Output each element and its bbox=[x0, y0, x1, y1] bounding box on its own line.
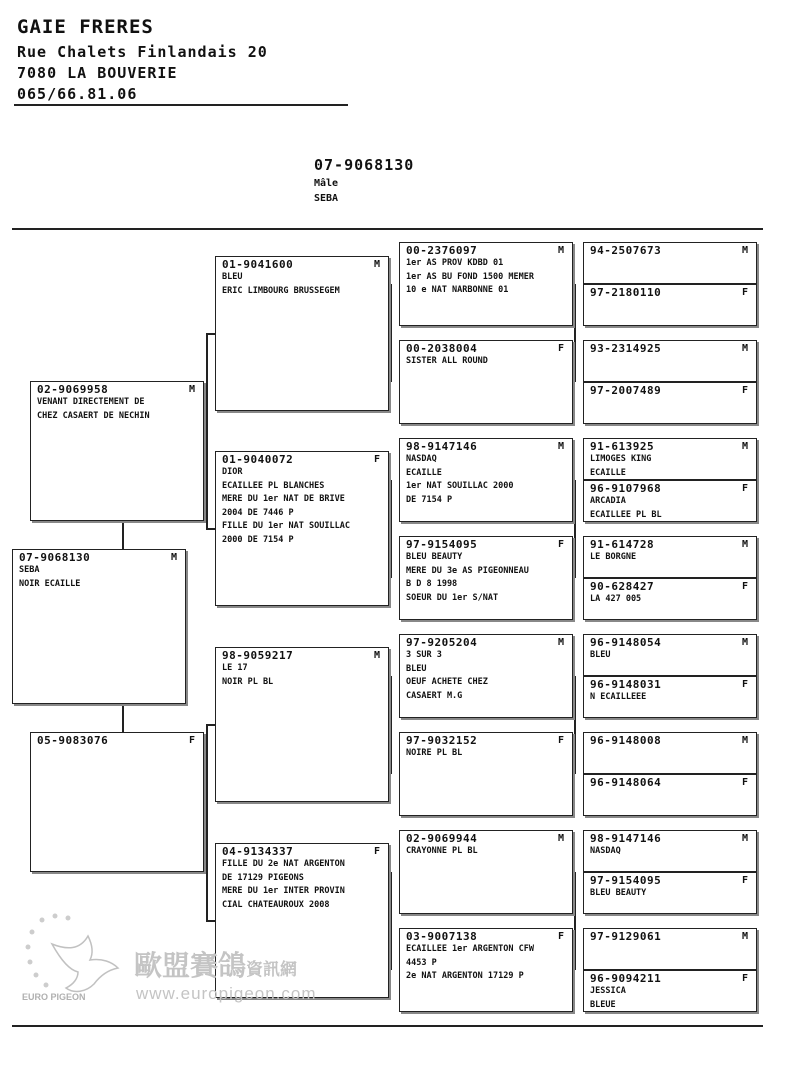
pigeon-header bbox=[584, 635, 756, 649]
pigeon-header bbox=[584, 733, 756, 747]
pigeon-header bbox=[216, 452, 388, 466]
pigeon-notes bbox=[584, 985, 756, 1012]
pigeon-card-gggp-9 bbox=[583, 634, 757, 676]
pigeon-sex: M bbox=[557, 637, 564, 648]
pigeon-header bbox=[584, 677, 756, 691]
pigeon-ring-number: 03-9007138 bbox=[406, 930, 478, 943]
pigeon-ring-number: 96-9148031 bbox=[590, 678, 662, 691]
pigeon-sex: F bbox=[741, 875, 748, 886]
pigeon-sex: M bbox=[557, 833, 564, 844]
subject-block bbox=[314, 156, 414, 204]
pigeon-notes bbox=[216, 858, 388, 912]
pigeon-card-gggp-8 bbox=[583, 578, 757, 620]
pigeon-note-line: LE BORGNE bbox=[590, 552, 637, 562]
pigeon-sex: M bbox=[557, 245, 564, 256]
pigeon-notes bbox=[584, 845, 756, 859]
pigeon-note-line: 2e NAT ARGENTON 17129 P bbox=[406, 971, 524, 981]
bottom-divider bbox=[12, 1025, 763, 1027]
pigeon-sex: M bbox=[741, 245, 748, 256]
pigeon-note-line: MERE DU 1er NAT DE BRIVE bbox=[222, 494, 345, 504]
pigeon-ring-number: 07-9068130 bbox=[19, 551, 91, 564]
pigeon-card-gggp-2 bbox=[583, 284, 757, 326]
pigeon-card-ggp-1 bbox=[399, 242, 573, 326]
pigeon-note-line: DIOR bbox=[222, 467, 243, 477]
pigeon-note-line: LE 17 bbox=[222, 663, 248, 673]
pigeon-ring-number: 97-2007489 bbox=[590, 384, 662, 397]
europigeon-watermark bbox=[22, 910, 372, 1020]
pigeon-note-line: DE 7154 P bbox=[406, 494, 453, 505]
pigeon-ring-number: 97-9129061 bbox=[590, 930, 662, 943]
pigeon-header bbox=[584, 971, 756, 985]
pigeon-card-ggp-7 bbox=[399, 830, 573, 914]
connector bbox=[206, 724, 208, 920]
pigeon-card-gggp-1 bbox=[583, 242, 757, 284]
breeder-address: Rue Chalets Finlandais 20 bbox=[17, 43, 268, 61]
pigeon-note-line: 2000 DE 7154 P bbox=[222, 534, 294, 545]
pigeon-note-line: DE 17129 PIGEONS bbox=[222, 872, 304, 883]
pigeon-sex: F bbox=[557, 343, 564, 354]
pigeon-note-line: BLEUE bbox=[590, 999, 616, 1010]
pigeon-note-line: BLEU bbox=[406, 663, 427, 674]
pigeon-ring-number: 90-628427 bbox=[590, 580, 655, 593]
pigeon-ring-number: 00-2038004 bbox=[406, 342, 478, 355]
pigeon-header bbox=[584, 383, 756, 397]
pigeon-header bbox=[400, 831, 572, 845]
pigeon-notes bbox=[584, 593, 756, 607]
pigeon-card-ggp-4 bbox=[399, 536, 573, 620]
pigeon-note-line: N ECAILLEEE bbox=[590, 692, 647, 702]
pigeon-note-line: NOIRE PL BL bbox=[406, 748, 463, 758]
pigeon-card-sire-sire bbox=[215, 256, 389, 411]
pigeon-ring-number: 96-9148064 bbox=[590, 776, 662, 789]
pigeon-card-gggp-12 bbox=[583, 774, 757, 816]
pigeon-sex: F bbox=[741, 385, 748, 396]
pigeon-ring-number: 96-9094211 bbox=[590, 972, 662, 985]
pigeon-header bbox=[216, 257, 388, 271]
pigeon-note-line: ECAILLEE 1er ARGENTON CFW bbox=[406, 944, 534, 954]
subject-name: SEBA bbox=[314, 193, 339, 204]
pigeon-note-line: BLEU BEAUTY bbox=[406, 552, 463, 562]
watermark-chinese bbox=[134, 944, 297, 984]
pigeon-notes bbox=[400, 747, 572, 761]
pigeon-sex: M bbox=[373, 259, 380, 270]
pigeon-header bbox=[31, 382, 203, 396]
pigeon-notes bbox=[400, 649, 572, 703]
pigeon-notes bbox=[400, 845, 572, 859]
subject-sex: Mâle bbox=[314, 178, 339, 189]
pigeon-notes bbox=[400, 943, 572, 984]
pigeon-note-line: NOIR PL BL bbox=[222, 676, 274, 687]
pigeon-header bbox=[216, 844, 388, 858]
pigeon-header bbox=[13, 550, 185, 564]
pigeon-header bbox=[400, 341, 572, 355]
pigeon-note-line: CASAERT M.G bbox=[406, 690, 463, 701]
pigeon-notes bbox=[216, 466, 388, 547]
pigeon-ring-number: 97-9154095 bbox=[590, 874, 662, 887]
pigeon-card-gggp-5 bbox=[583, 438, 757, 480]
pigeon-sex: M bbox=[741, 833, 748, 844]
pigeon-ring-number: 97-2180110 bbox=[590, 286, 662, 299]
pigeon-note-line: BLEU bbox=[222, 272, 243, 282]
pigeon-sex: F bbox=[741, 287, 748, 298]
connector bbox=[574, 284, 576, 382]
pigeon-note-line: CRAYONNE PL BL bbox=[406, 846, 478, 856]
pigeon-ring-number: 01-9041600 bbox=[222, 258, 294, 271]
pigeon-notes bbox=[216, 662, 388, 689]
pigeon-note-line: CHEZ CASAERT DE NECHIN bbox=[37, 410, 150, 421]
pigeon-note-line: LIMOGES KING bbox=[590, 454, 652, 464]
pigeon-notes bbox=[584, 691, 756, 705]
pigeon-note-line: 1er AS BU FOND 1500 MEMER bbox=[406, 271, 534, 282]
breeder-phone: 065/66.81.06 bbox=[17, 85, 138, 103]
connector bbox=[390, 284, 392, 382]
pigeon-ring-number: 97-9205204 bbox=[406, 636, 478, 649]
pigeon-header bbox=[584, 831, 756, 845]
pigeon-card-gggp-14 bbox=[583, 872, 757, 914]
watermark-url: www.europigeon.com bbox=[136, 984, 317, 1003]
pigeon-card-gggp-6 bbox=[583, 480, 757, 522]
pigeon-header bbox=[400, 243, 572, 257]
pigeon-ring-number: 97-9032152 bbox=[406, 734, 478, 747]
pigeon-ring-number: 96-9148054 bbox=[590, 636, 662, 649]
pigeon-sex: M bbox=[741, 735, 748, 746]
connector bbox=[574, 872, 576, 970]
pigeon-note-line: BLEU bbox=[590, 650, 611, 660]
pigeon-notes bbox=[31, 396, 203, 423]
pigeon-notes bbox=[400, 355, 572, 369]
pigeon-sex: F bbox=[557, 539, 564, 550]
pigeon-header bbox=[400, 635, 572, 649]
pigeon-note-line: 1er NAT SOUILLAC 2000 bbox=[406, 481, 514, 491]
connector bbox=[574, 480, 576, 578]
pigeon-card-dam bbox=[30, 732, 204, 872]
connector bbox=[122, 521, 124, 549]
pigeon-note-line: ECAILLE bbox=[406, 467, 442, 478]
pigeon-card-gggp-16 bbox=[583, 970, 757, 1012]
pigeon-header bbox=[584, 243, 756, 257]
connector bbox=[206, 333, 215, 335]
connector bbox=[390, 872, 392, 970]
pigeon-note-line: NASDAQ bbox=[590, 846, 621, 856]
pigeon-sex: M bbox=[741, 931, 748, 942]
pigeon-card-gggp-11 bbox=[583, 732, 757, 774]
pigeon-notes bbox=[584, 453, 756, 480]
pigeon-sex: F bbox=[741, 483, 748, 494]
pigeon-ring-number: 91-614728 bbox=[590, 538, 655, 551]
watermark-chinese-sub: 資訊網 bbox=[246, 960, 298, 980]
connector bbox=[574, 676, 576, 774]
pigeon-notes bbox=[584, 887, 756, 901]
pigeon-note-line: 1er AS PROV KDBD 01 bbox=[406, 258, 504, 268]
watermark-chinese-title: 歐盟賽鴿 bbox=[134, 949, 247, 982]
pigeon-ring-number: 97-9154095 bbox=[406, 538, 478, 551]
pigeon-sex: M bbox=[741, 637, 748, 648]
pigeon-header bbox=[584, 537, 756, 551]
pigeon-note-line: VENANT DIRECTEMENT DE bbox=[37, 397, 145, 407]
pigeon-note-line: SEBA bbox=[19, 565, 40, 575]
pigeon-ring-number: 05-9083076 bbox=[37, 734, 109, 747]
pigeon-notes bbox=[400, 551, 572, 605]
pigeon-sex: M bbox=[373, 650, 380, 661]
header-underline bbox=[14, 104, 348, 106]
pigeon-card-gggp-10 bbox=[583, 676, 757, 718]
pigeon-sex: M bbox=[188, 384, 195, 395]
pigeon-note-line: 10 e NAT NARBONNE 01 bbox=[406, 285, 509, 295]
pigeon-header bbox=[31, 733, 203, 747]
pigeon-note-line: ECAILLE bbox=[590, 467, 626, 478]
pigeon-ring-number: 01-9040072 bbox=[222, 453, 294, 466]
pigeon-notes bbox=[584, 495, 756, 522]
breeder-name: GAIE FRERES bbox=[17, 16, 154, 38]
pigeon-note-line: ECAILLEE PL BLANCHES bbox=[222, 480, 325, 491]
pigeon-note-line: ECAILLEE PL BL bbox=[590, 509, 662, 520]
connector bbox=[390, 676, 392, 774]
pigeon-sex: F bbox=[741, 581, 748, 592]
pigeon-note-line: B D 8 1998 bbox=[406, 579, 458, 589]
pigeon-note-line: OEUF ACHETE CHEZ bbox=[406, 677, 488, 687]
pigeon-header bbox=[400, 439, 572, 453]
pigeon-card-self bbox=[12, 549, 186, 704]
pigeon-sex: F bbox=[557, 735, 564, 746]
pigeon-header bbox=[400, 537, 572, 551]
pigeon-sex: M bbox=[741, 441, 748, 452]
pigeon-note-line: NOIR ECAILLE bbox=[19, 578, 81, 589]
pigeon-header bbox=[584, 439, 756, 453]
pigeon-ring-number: 91-613925 bbox=[590, 440, 655, 453]
pigeon-header bbox=[584, 775, 756, 789]
pigeon-card-gggp-4 bbox=[583, 382, 757, 424]
pigeon-card-ggp-5 bbox=[399, 634, 573, 718]
pigeon-ring-number: 04-9134337 bbox=[222, 845, 294, 858]
pigeon-sex: F bbox=[741, 777, 748, 788]
pigeon-note-line: BLEU BEAUTY bbox=[590, 888, 647, 898]
pigeon-note-line: ERIC LIMBOURG BRUSSEGEM bbox=[222, 285, 340, 296]
pigeon-note-line: FILLE DU 1er NAT SOUILLAC bbox=[222, 521, 350, 531]
pigeon-sex: M bbox=[170, 552, 177, 563]
pigeon-ring-number: 02-9069958 bbox=[37, 383, 109, 396]
pigeon-note-line: MERE DU 1er INTER PROVIN bbox=[222, 886, 345, 896]
pigeon-header bbox=[584, 579, 756, 593]
pigeon-sex: F bbox=[373, 454, 380, 465]
subject-ring: 07-9068130 bbox=[314, 156, 415, 174]
watermark-brand: EURO PIGEON bbox=[22, 992, 86, 1002]
pigeon-header bbox=[400, 733, 572, 747]
pigeon-header bbox=[584, 929, 756, 943]
pigeon-ring-number: 00-2376097 bbox=[406, 244, 478, 257]
pigeon-note-line: 2004 DE 7446 P bbox=[222, 507, 294, 518]
pigeon-card-ggp-6 bbox=[399, 732, 573, 816]
pigeon-notes bbox=[13, 564, 185, 591]
pigeon-ring-number: 93-2314925 bbox=[590, 342, 662, 355]
pigeon-card-ggp-8 bbox=[399, 928, 573, 1012]
pigeon-ring-number: 98-9059217 bbox=[222, 649, 294, 662]
pigeon-note-line: ARCADIA bbox=[590, 496, 626, 506]
pigeon-card-gggp-7 bbox=[583, 536, 757, 578]
pigeon-ring-number: 96-9107968 bbox=[590, 482, 662, 495]
pigeon-sex: F bbox=[557, 931, 564, 942]
pigeon-note-line: MERE DU 3e AS PIGEONNEAU bbox=[406, 565, 529, 576]
pigeon-ring-number: 02-9069944 bbox=[406, 832, 478, 845]
pigeon-card-ggp-3 bbox=[399, 438, 573, 522]
pigeon-header bbox=[584, 341, 756, 355]
breeder-city: 7080 LA BOUVERIE bbox=[17, 64, 178, 82]
pigeon-sex: F bbox=[373, 846, 380, 857]
pigeon-header bbox=[584, 481, 756, 495]
connector bbox=[122, 704, 124, 732]
pigeon-note-line: JESSICA bbox=[590, 986, 626, 996]
pigeon-card-sire-dam bbox=[215, 451, 389, 606]
pigeon-notes bbox=[216, 271, 388, 298]
pigeon-note-line: LA 427 005 bbox=[590, 594, 642, 604]
pigeon-card-sire bbox=[30, 381, 204, 521]
pigeon-note-line: 3 SUR 3 bbox=[406, 650, 442, 660]
pigeon-note-line: CIAL CHATEAUROUX 2008 bbox=[222, 899, 330, 910]
connector bbox=[206, 333, 208, 528]
pigeon-card-gggp-3 bbox=[583, 340, 757, 382]
pigeon-sex: F bbox=[741, 679, 748, 690]
pigeon-header bbox=[584, 285, 756, 299]
pigeon-ring-number: 96-9148008 bbox=[590, 734, 662, 747]
pigeon-header bbox=[400, 929, 572, 943]
pigeon-ring-number: 98-9147146 bbox=[590, 832, 662, 845]
pigeon-note-line: SOEUR DU 1er S/NAT bbox=[406, 592, 499, 603]
pigeon-notes bbox=[400, 257, 572, 298]
pigeon-header bbox=[584, 873, 756, 887]
pigeon-card-dam-sire bbox=[215, 647, 389, 802]
pigeon-sex: M bbox=[557, 441, 564, 452]
connector bbox=[206, 528, 215, 530]
pigeon-ring-number: 98-9147146 bbox=[406, 440, 478, 453]
top-divider bbox=[12, 228, 763, 230]
pigeon-notes bbox=[584, 649, 756, 663]
pigeon-note-line: FILLE DU 2e NAT ARGENTON bbox=[222, 859, 345, 869]
pigeon-card-ggp-2 bbox=[399, 340, 573, 424]
pigeon-sex: F bbox=[741, 973, 748, 984]
connector bbox=[206, 724, 215, 726]
pigeon-card-gggp-13 bbox=[583, 830, 757, 872]
pigeon-sex: M bbox=[741, 539, 748, 550]
pigeon-note-line: 4453 P bbox=[406, 957, 437, 968]
pigeon-sex: F bbox=[188, 735, 195, 746]
pigeon-card-gggp-15 bbox=[583, 928, 757, 970]
pigeon-notes bbox=[400, 453, 572, 507]
pigeon-notes bbox=[584, 551, 756, 565]
pigeon-note-line: NASDAQ bbox=[406, 454, 437, 464]
connector bbox=[390, 480, 392, 578]
pigeon-ring-number: 94-2507673 bbox=[590, 244, 662, 257]
pigeon-sex: M bbox=[741, 343, 748, 354]
pigeon-header bbox=[216, 648, 388, 662]
pigeon-note-line: SISTER ALL ROUND bbox=[406, 356, 488, 366]
